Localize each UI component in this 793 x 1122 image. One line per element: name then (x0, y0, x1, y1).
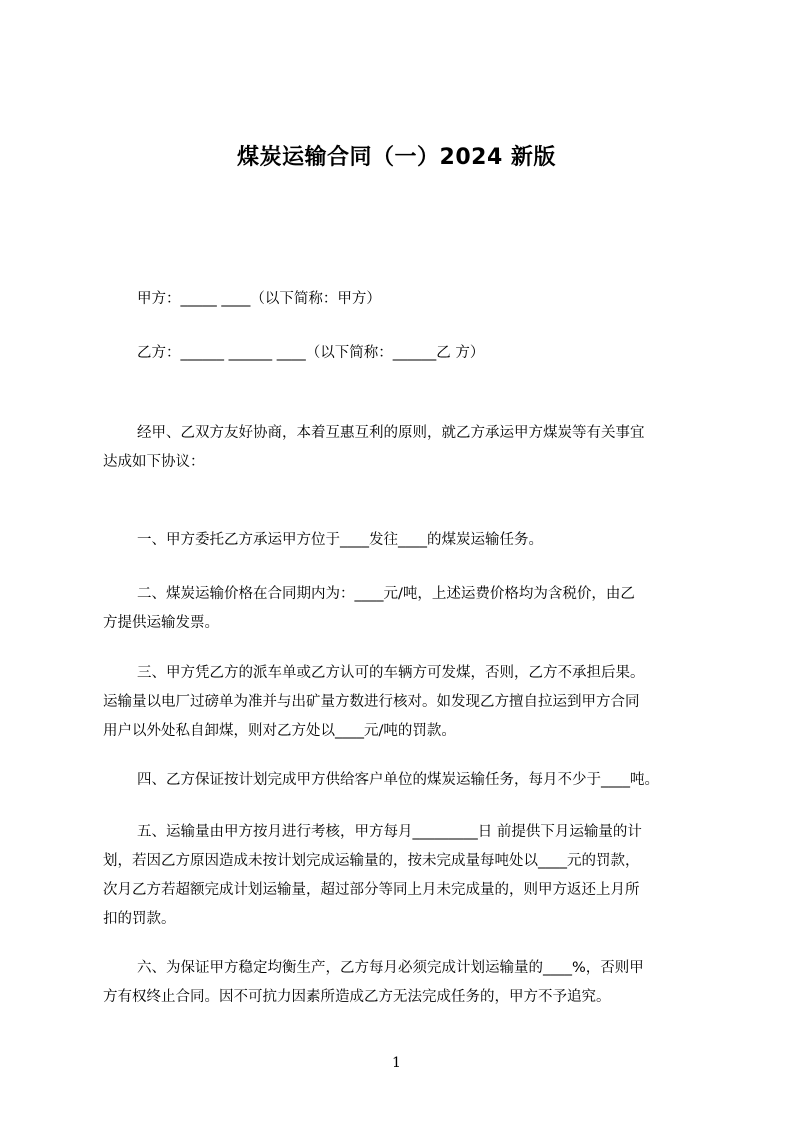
paragraph-line: 划，若因乙方原因造成未按计划完成运输量的，按未完成量每吨处以____元的罚款， (103, 853, 640, 869)
clause-1 (103, 526, 711, 555)
paragraph-line: 方提供运输发票。 (103, 615, 219, 631)
paragraph-line: 六、为保证甲方稳定均衡生产，乙方每月必须完成计划运输量的____%，否则甲 (137, 960, 644, 976)
paragraph-line: 经甲、乙双方友好协商，本着互惠互利的原则，就乙方承运甲方煤炭等有关事宜 (137, 425, 645, 441)
paragraph-line: 一、甲方委托乙方承运甲方位于____发往____的煤炭运输任务。 (137, 532, 543, 548)
paragraph-line: 次月乙方若超额完成计划运输量，超过部分等同上月未完成量的，则甲方返还上月所 (103, 882, 640, 898)
paragraph-line: 达成如下协议： (103, 454, 205, 470)
clause-2 (103, 580, 711, 638)
clause-6 (103, 954, 711, 1012)
document-title: 煤炭运输合同（一）2024 新版 (237, 145, 556, 170)
paragraph-line: 五、运输量由甲方按月进行考核，甲方每月_________日 前提供下月运输量的计 (137, 824, 642, 840)
clause-3 (103, 659, 711, 746)
paragraph-line: 运输量以电厂过磅单为准并与出矿量方数进行核对。如发现乙方擅自拉运到甲方合同 (103, 694, 640, 710)
paragraph-line: 用户以外处私自卸煤，则对乙方处以____元/吨的罚款。 (103, 723, 456, 739)
paragraph-line: 扣的罚款。 (103, 911, 176, 927)
paragraph-line: 四、乙方保证按计划完成甲方供给客户单位的煤炭运输任务，每月不少于____吨。 (137, 772, 659, 788)
party-b-line: 乙方：______ ______ ____（以下简称：______乙 方） (137, 345, 485, 361)
clause-4 (103, 766, 711, 795)
party-a-line: 甲方：_____ ____（以下简称：甲方） (137, 291, 381, 307)
clause-5 (103, 818, 711, 934)
paragraph-line: 方有权终止合同。因不可抗力因素所造成乙方无法完成任务的，甲方不予追究。 (103, 989, 611, 1005)
paragraph-line: 二、煤炭运输价格在合同期内为：____元/吨，上述运费价格均为含税价，由乙 (137, 586, 635, 602)
paragraph-line: 三、甲方凭乙方的派车单或乙方认可的车辆方可发煤，否则，乙方不承担后果。 (137, 665, 645, 681)
intro-paragraph (103, 419, 711, 477)
page-number: 1 (392, 1055, 401, 1071)
